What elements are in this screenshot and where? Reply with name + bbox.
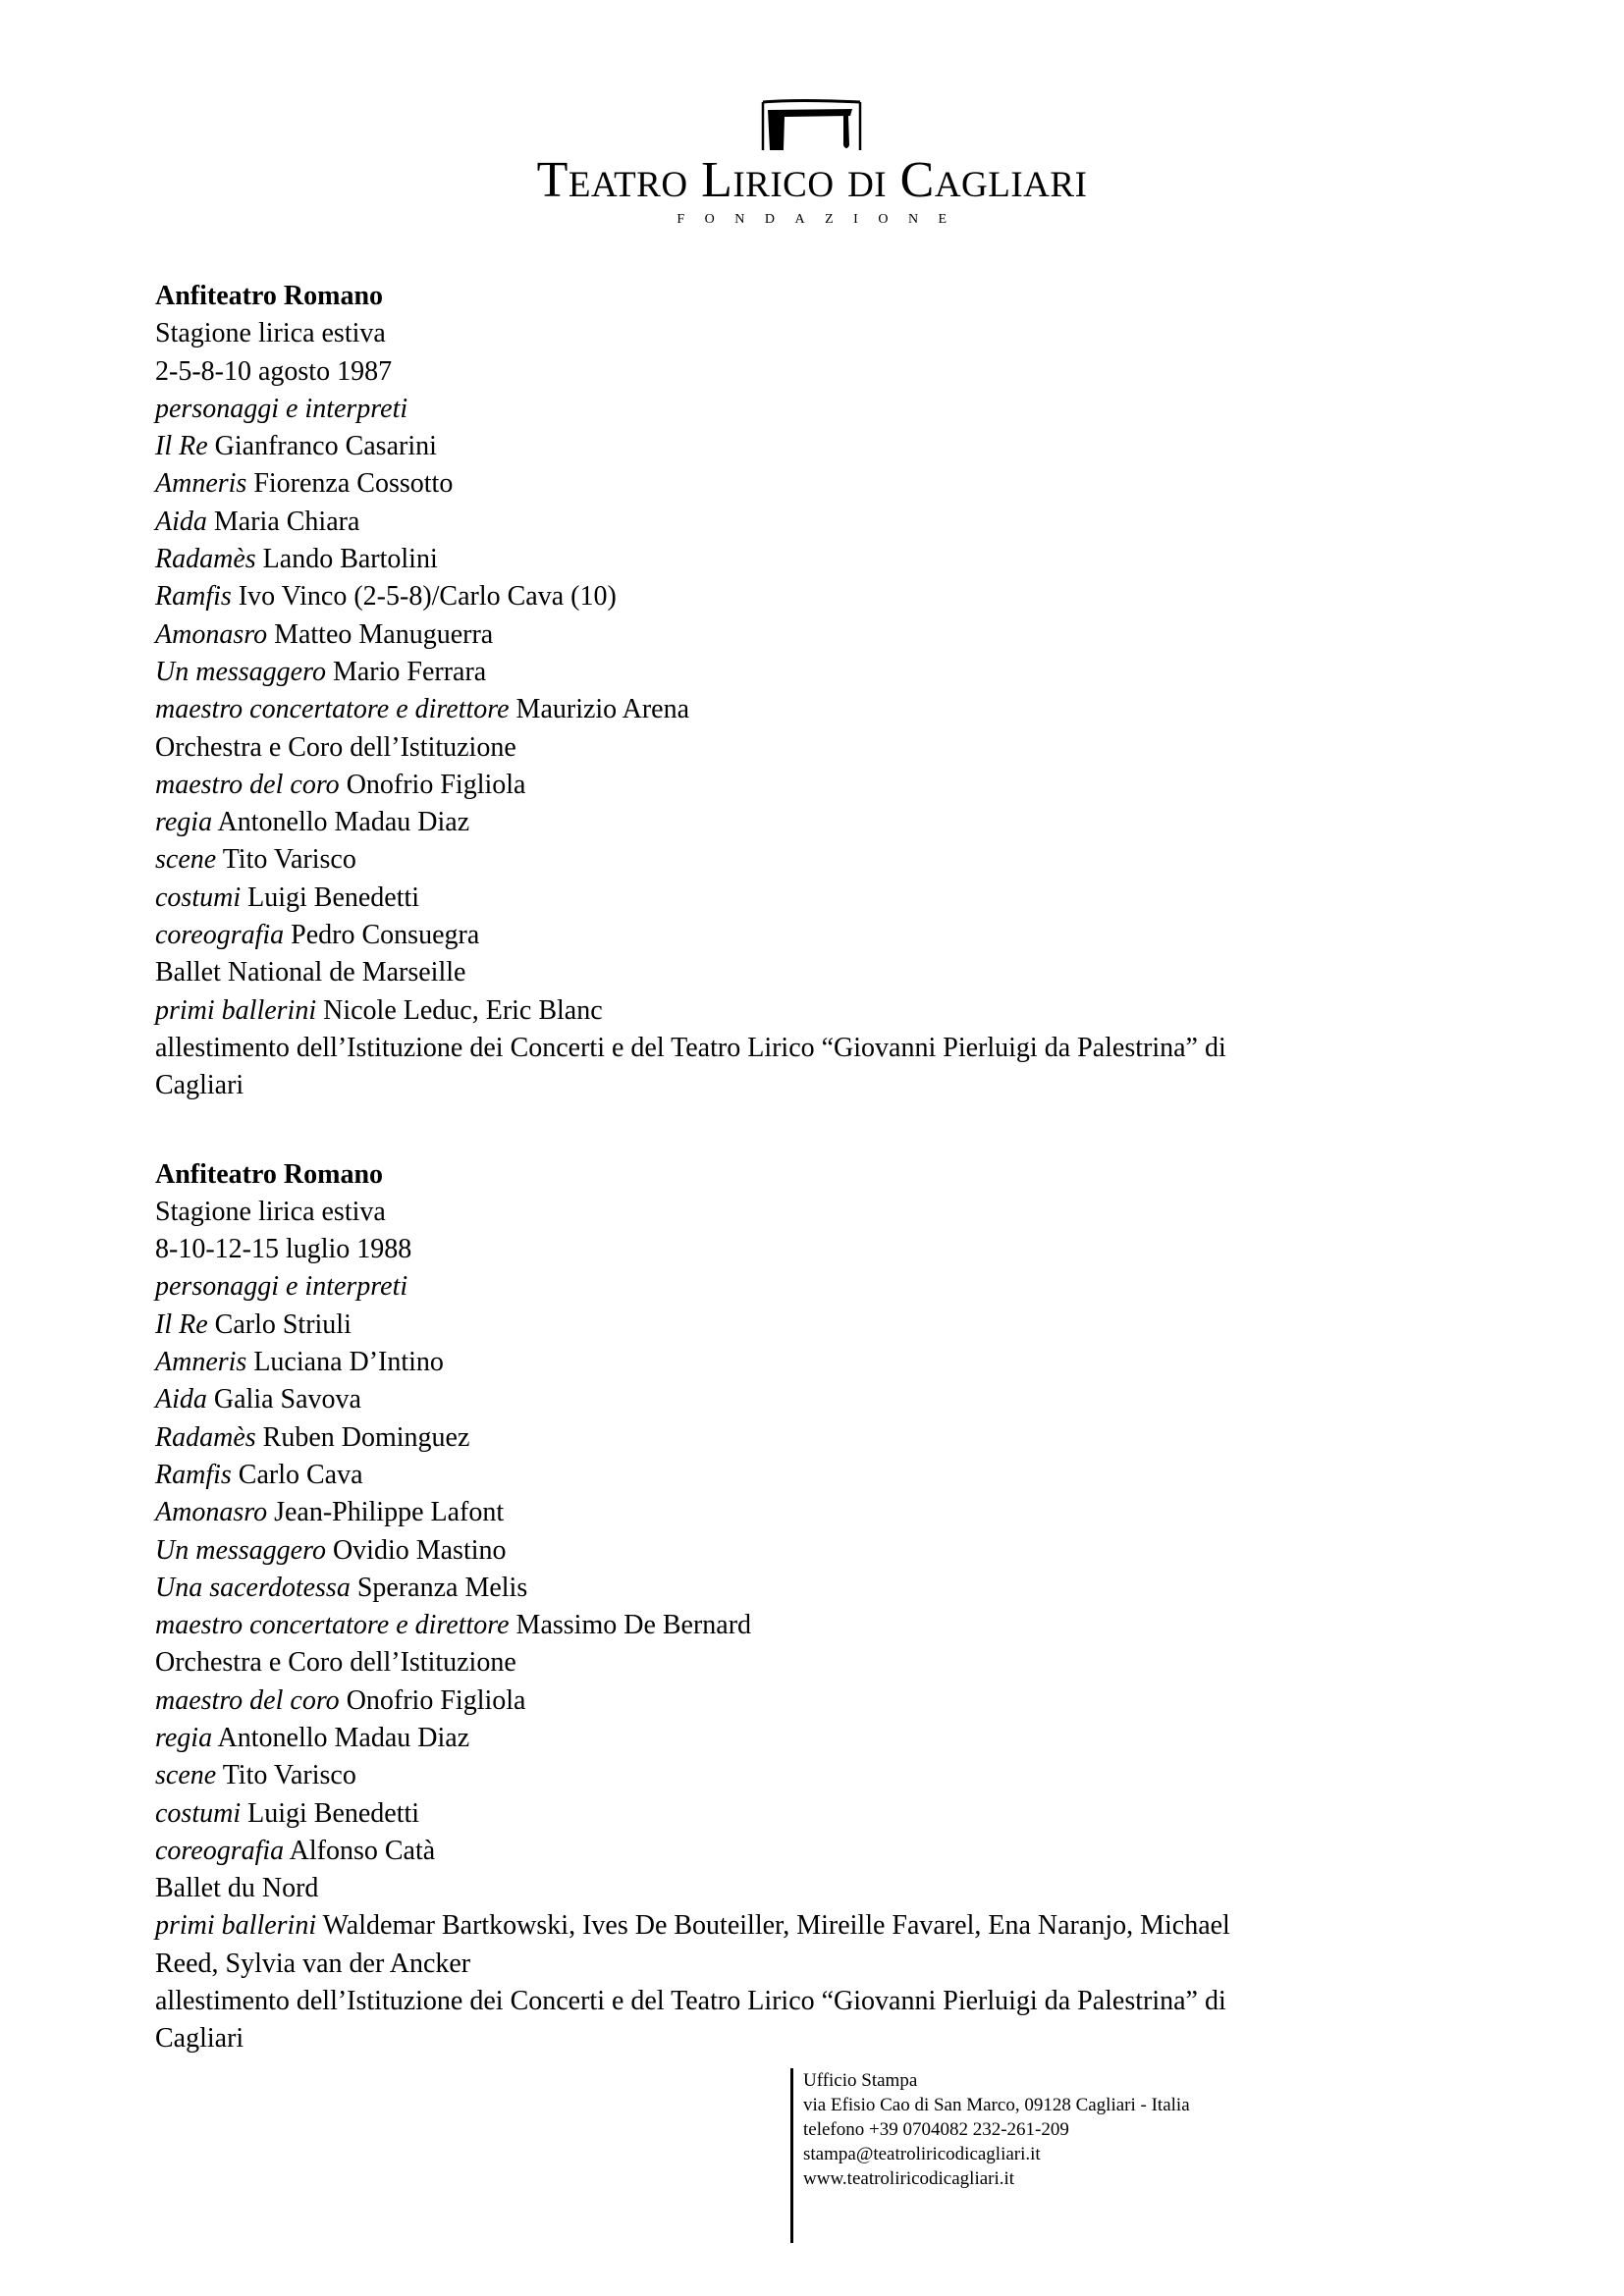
performance-dates: 8-10-12-15 luglio 1988 bbox=[155, 1234, 412, 1265]
institution-subtitle: FONDAZIONE bbox=[677, 212, 967, 227]
cast-line: Il Re Carlo Striuli bbox=[155, 1308, 352, 1340]
cast-line: Radamès Lando Bartolini bbox=[155, 544, 438, 575]
venue-heading: Anfiteatro Romano bbox=[155, 1158, 384, 1190]
cast-line: Amonasro Jean-Philippe Lafont bbox=[155, 1497, 505, 1528]
production-note: allestimento dell’Istituzione dei Concerti e del Teatro Lirico “Giovanni Pierluigi da Palestrina” di Cagliari bbox=[155, 1986, 1226, 2055]
production-note: allestimento dell’Istituzione dei Concerti e del Teatro Lirico “Giovanni Pierluigi da Palestrina” di Cagliari bbox=[155, 1032, 1226, 1101]
credit-line: costumi Luigi Benedetti bbox=[155, 1797, 420, 1829]
cast-heading: personaggi e interpreti bbox=[155, 393, 408, 424]
credit-line: costumi Luigi Benedetti bbox=[155, 881, 420, 913]
production-1988 bbox=[155, 1156, 1469, 2058]
season-label: Stagione lirica estiva bbox=[155, 318, 386, 349]
cast-line: Amneris Luciana D’Intino bbox=[155, 1347, 444, 1378]
credit-line: maestro concertatore e direttore Maurizio Arena bbox=[155, 694, 690, 725]
credit-line: maestro concertatore e direttore Massimo De Bernard bbox=[155, 1610, 752, 1641]
cast-line: Ramfis Ivo Vinco (2-5-8)/Carlo Cava (10) bbox=[155, 581, 617, 613]
title-word-teatro: TEATRO bbox=[536, 152, 688, 208]
cast-line: Un messaggero Mario Ferrara bbox=[155, 656, 487, 687]
credit-line: Ballet National de Marseille bbox=[155, 957, 466, 988]
theatre-curtain-icon bbox=[758, 96, 864, 153]
cast-line: Radamès Ruben Dominguez bbox=[155, 1421, 470, 1453]
footer-phone: telefono +39 0704082 232-261-209 bbox=[803, 2119, 1069, 2140]
footer-address: via Efisio Cao di San Marco, 09128 Cagliari - Italia bbox=[803, 2095, 1190, 2115]
credit-line: regia Antonello Madau Diaz bbox=[155, 807, 470, 838]
cast-line: Una sacerdotessa Speranza Melis bbox=[155, 1572, 528, 1603]
cast-heading: personaggi e interpreti bbox=[155, 1271, 408, 1303]
cast-line: Il Re Gianfranco Casarini bbox=[155, 431, 437, 462]
credit-line: coreografia Alfonso Catà bbox=[155, 1835, 436, 1866]
cast-line: Aida Galia Savova bbox=[155, 1384, 361, 1415]
cast-line: Amonasro Matteo Manuguerra bbox=[155, 618, 494, 650]
press-office-footer bbox=[790, 2068, 1190, 2243]
credit-line: scene Tito Varisco bbox=[155, 844, 356, 876]
season-label: Stagione lirica estiva bbox=[155, 1196, 386, 1227]
title-word-lirico: LIRICO bbox=[701, 152, 835, 208]
institution-name bbox=[0, 152, 1624, 211]
venue-heading: Anfiteatro Romano bbox=[155, 281, 384, 311]
footer-office: Ufficio Stampa bbox=[803, 2070, 918, 2091]
production-1987 bbox=[155, 278, 1469, 1105]
cast-line: Amneris Fiorenza Cossotto bbox=[155, 468, 454, 500]
credit-line: primi ballerini Nicole Leduc, Eric Blanc bbox=[155, 994, 603, 1026]
dancers-line: primi ballerini Waldemar Bartkowski, Ives De Bouteiller, Mireille Favarel, Ena Naranjo, Michael Reed, Sylvia van der Ancker bbox=[155, 1910, 1230, 1979]
credit-line: maestro del coro Onofrio Figliola bbox=[155, 769, 526, 800]
credit-line: regia Antonello Madau Diaz bbox=[155, 1722, 470, 1753]
cast-line: Un messaggero Ovidio Mastino bbox=[155, 1534, 507, 1566]
cast-line: Ramfis Carlo Cava bbox=[155, 1459, 363, 1490]
cast-line: Aida Maria Chiara bbox=[155, 506, 360, 537]
performance-dates: 2-5-8-10 agosto 1987 bbox=[155, 355, 393, 387]
credit-line: Orchestra e Coro dell’Istituzione bbox=[155, 731, 516, 763]
footer-email[interactable]: stampa@teatroliricodicagliari.it bbox=[803, 2144, 1041, 2164]
title-word-cagliari: CAGLIARI bbox=[899, 152, 1088, 208]
credit-line: scene Tito Varisco bbox=[155, 1760, 356, 1791]
document-body bbox=[155, 278, 1469, 2058]
credit-line: Orchestra e Coro dell’Istituzione bbox=[155, 1647, 516, 1679]
credit-line: Ballet du Nord bbox=[155, 1873, 319, 1904]
title-word-di: DI bbox=[847, 165, 888, 205]
credit-line: maestro del coro Onofrio Figliola bbox=[155, 1684, 526, 1716]
credit-line: coreografia Pedro Consuegra bbox=[155, 920, 480, 951]
section-gap bbox=[155, 1105, 1469, 1156]
footer-website[interactable]: www.teatroliricodicagliari.it bbox=[803, 2168, 1015, 2189]
